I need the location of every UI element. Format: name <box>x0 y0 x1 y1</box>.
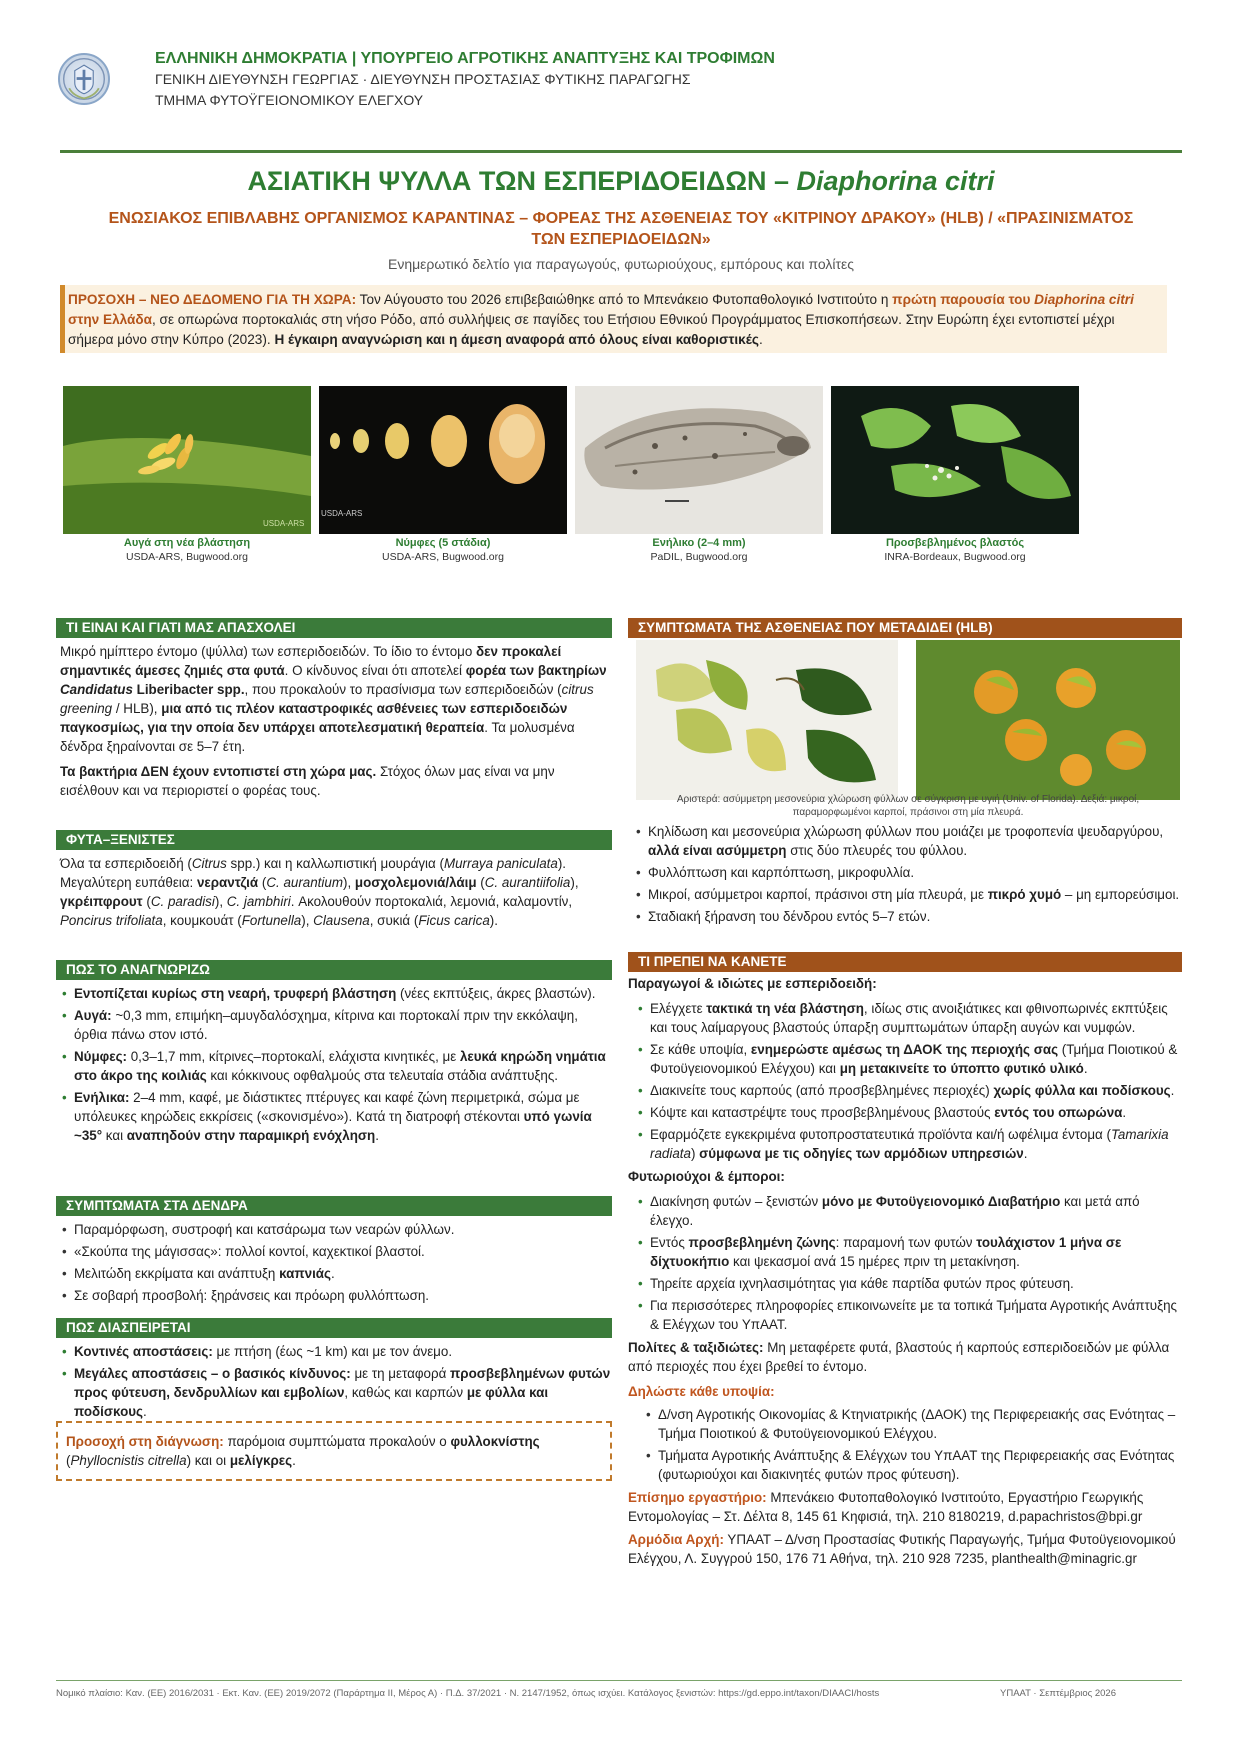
footer-divider <box>56 1680 1182 1681</box>
section-spread-body <box>60 1342 612 1424</box>
list-item: • Παραμόρφωση, συστροφή και κατσάρωμα των νεαρών φύλλων. <box>74 1220 612 1239</box>
header-divider <box>60 150 1182 153</box>
header-ministry: ΕΛΛΗΝΙΚΗ ΔΗΜΟΚΡΑΤΙΑ | ΥΠΟΥΡΓΕΙΟ ΑΓΡΟΤΙΚΗΣ ΑΝΑΠΤΥΞΗΣ ΚΑΙ ΤΡΟΦΙΜΩΝ <box>155 50 775 67</box>
list-item: • Μικροί, ασύμμετροι καρποί, πράσινοι στη μία πλευρά, με πικρό χυμό – μη εμπορεύσιμοι. <box>648 885 1182 904</box>
list-item: • Νύμφες: 0,3–1,7 mm, κίτρινες–πορτοκαλί, ελάχιστα κινητικές, με λευκά κηρώδη νημάτια στο άκρο της κοιλιάς και κόκκινους οφθαλμούς στα τελευταία στάδια ανάπτυξης. <box>74 1047 612 1085</box>
gallery-caption: Προσβεβλημένος βλαστός <box>885 537 1025 549</box>
alert-text: ΠΡΟΣΟΧΗ – ΝΕΟ ΔΕΔΟΜΕΝΟ ΓΙΑ ΤΗ ΧΩΡΑ: Τον Αύγουστο του 2026 επιβεβαιώθηκε από το Μπενάκειο Φυτοπαθολογικό Ινστιτούτο η πρώτη παρουσία του Diaphorina citri στην Ελλάδα, σε οπωρώνα πορτοκαλιάς στη νήσο Ρόδο, από συλλήψεις σε παγίδες του Ετήσιου Εθνικού Προγράμματος Επισκοπήσεων. Στην Ευρώπη έχει εντοπιστεί μέχρι σήμερα μόνο στην Κύπρο (2023). Η έγκαιρη αναγνώριση και η άμεση αναφορά από όλους είναι καθοριστικές. <box>68 292 1134 347</box>
list-item: • Εντός προσβεβλημένη ζώνης: παραμονή των φυτών τουλάχιστον 1 μήνα σε δίχτυοκήπιο και ψεκασμοί ανά 15 ημέρες πριν τη μετακίνηση. <box>650 1233 1184 1271</box>
list-item: • Σε κάθε υποψία, ενημερώστε αμέσως τη ΔΑΟΚ της περιοχής σας (Τμήμα Ποιοτικού & Φυτοϋγειονομικού Ελέγχου) και μη μετακινείτε το ύποπτο φυτικό υλικό. <box>650 1040 1184 1078</box>
photo-eggs <box>63 386 311 534</box>
list-item: • Φυλλόπτωση και καρπόπτωση, μικροφυλλία. <box>648 863 1182 882</box>
audience-byline: Ενημερωτικό δελτίο για παραγωγούς, φυτωριούχους, εμπόρους και πολίτες <box>387 256 854 272</box>
footer-legal: Νομικό πλαίσιο: Καν. (ΕΕ) 2016/2031 · Εκτ. Καν. (ΕΕ) 2019/2072 (Παράρτημα ΙΙ, Μέρος Α) · Π.Δ. 37/2021 · Ν. 2147/1952, όπως ισχύει. Κατάλογος ξενιστών: https://gd.eppo.int/taxon/DIAACI/hosts <box>56 1688 880 1699</box>
watermark-usda-2: USDA-ARS <box>321 509 363 518</box>
list-item: • Σε σοβαρή προσβολή: ξηράνσεις και πρόωρη φυλλόπτωση. <box>74 1286 612 1305</box>
list-item: • Ελέγχετε τακτικά τη νέα βλάστηση, ιδίως στις ανοιξιάτικες και φθινοπωρινές εκπτύξεις και τους λαίμαργους βλαστούς ύπαρξη συμπτωμάτων ύπαρξη αυγών και νυμφών. <box>650 999 1184 1037</box>
section-hosts-body: Όλα τα εσπεριδοειδή (Citrus spp.) και η καλλωπιστική μουράγια (Murraya paniculata). Μεγαλύτερη ευπάθεια: νεραντζιά (C. aurantium), μοσχολεμονιά/λάιμ (C. aurantiifolia), γκρέιπφρουτ (C. paradisi), C. jambhiri. Ακολουθούν πορτοκαλιά, λεμονιά, καλαμοντίν, Poncirus trifoliata, κουμκουάτ (Fortunella), Clausena, συκιά (Ficus carica). <box>60 856 579 928</box>
section-identify-body <box>60 984 612 1148</box>
gallery-credit: INRA-Bordeaux, Bugwood.org <box>884 551 1026 563</box>
gallery-credit: USDA-ARS, Bugwood.org <box>382 551 504 563</box>
hlb-photo-caption: Αριστερά: ασύμμετρη μεσονεύρια χλώρωση φύλλων σε σύγκριση με υγιή (Univ. of Florida). Δεξιά: μικροί, παραμορφωμένοι καρποί, πράσινοι στη μία πλευρά. <box>676 794 1140 818</box>
list-item: • Κηλίδωση και μεσονεύρια χλώρωση φύλλων που μοιάζει με τροφοπενία ψευδαργύρου, αλλά είναι ασύμμετρη στις δύο πλευρές του φύλλου. <box>648 822 1182 860</box>
list-item: • Διακινείτε τους καρπούς (από προσβεβλημένες περιοχές) χωρίς φύλλα και ποδίσκους. <box>650 1081 1184 1100</box>
section-head-todo: ΤΙ ΠΡΕΠΕΙ ΝΑ ΚΑΝΕΤΕ <box>628 952 1182 972</box>
list-item: • Εντοπίζεται κυρίως στη νεαρή, τρυφερή βλάστηση (νέες εκπτύξεις, άκρες βλαστών). <box>74 984 612 1003</box>
section-head-hosts: ΦΥΤΑ–ΞΕΝΙΣΤΕΣ <box>56 830 612 850</box>
photo-infested-shoot <box>831 386 1079 534</box>
watermark-usda-1: USDA-ARS <box>263 519 305 528</box>
list-item: • Ενήλικα: 2–4 mm, καφέ, με διάστικτες πτέρυγες και καφέ ζώνη περιμετρικά, σώμα με υπόλευκες κηρώδεις εκκρίσεις («σκονισμένο»). Κατά τη διατροφή στέκονται υπό γωνία ~35° και αναπηδούν στην παραμικρή ενόχληση. <box>74 1088 612 1145</box>
page-subtitle: ΕΝΩΣΙΑΚΟΣ ΕΠΙΒΛΑΒΗΣ ΟΡΓΑΝΙΣΜΟΣ ΚΑΡΑΝΤΙΝΑΣ – ΦΟΡΕΑΣ ΤΗΣ ΑΣΘΕΝΕΙΑΣ ΤΟΥ «ΚΙΤΡΙΝΟΥ ΔΡΑΚΟΥ» (HLB) / «ΠΡΑΣΙΝΙΣΜΑΤΟΣ ΤΩΝ ΕΣΠΕΡΙΔΟΕΙΔΩΝ» <box>108 210 1134 248</box>
photo-nymphs <box>319 386 567 534</box>
section-head-what: ΤΙ ΕΙΝΑΙ ΚΑΙ ΓΙΑΤΙ ΜΑΣ ΑΠΑΣΧΟΛΕΙ <box>56 618 612 638</box>
section-head-tree-symptoms: ΣΥΜΠΤΩΜΑΤΑ ΣΤΑ ΔΕΝΔΡΑ <box>56 1196 612 1216</box>
section-head-identify: ΠΩΣ ΤΟ ΑΝΑΓΝΩΡΙΖΩ <box>56 960 612 980</box>
diagnosis-note-text: Προσοχή στη διάγνωση: παρόμοια συμπτώματα προκαλούν ο φυλλοκνίστης (Phyllocnistis citrella) και οι μελίγκρες. <box>66 1434 540 1468</box>
section-what-body: Μικρό ημίπτερο έντομο (ψύλλα) των εσπεριδοειδών. Το ίδιο το έντομο δεν προκαλεί σημαντικές άμεσες ζημιές στα φυτά. Ο κίνδυνος είναι ότι αποτελεί φορέα των βακτηρίων Candidatus Liberibacter spp., που προκαλούν το πρασίνισμα των εσπεριδοειδών (citrus greening / HLB), μια από τις πλέον καταστροφικές ασθένειες των εσπεριδοειδών παγκοσμίως, για την οποία δεν υπάρχει αποτελεσματική θεραπεία. Τα μολυσμένα δένδρα ξηραίνονται σε 5–7 έτη. Τα βακτήρια ΔΕΝ έχουν εντοπιστεί στη χώρα μας. Στόχος όλων μας είναι να μην εισέλθουν και να περιοριστεί ο φορέας τους. <box>60 644 607 798</box>
gallery-caption: Νύμφες (5 στάδια) <box>395 537 491 549</box>
section-tree-symptoms-body <box>60 1220 612 1308</box>
list-item: • Μεγάλες αποστάσεις – ο βασικός κίνδυνος: με τη μεταφορά προσβεβλημένων φυτών προς φύτευση, δενδρυλλίων και εμβολίων, καθώς και καρπών με φύλλα και ποδίσκους. <box>74 1364 612 1421</box>
gallery-caption: Αυγά στη νέα βλάστηση <box>123 537 251 549</box>
list-item: • Τηρείτε αρχεία ιχνηλασιμότητας για κάθε παρτίδα φυτών προς φύτευση. <box>650 1274 1184 1293</box>
list-item: • Τμήματα Αγροτικής Ανάπτυξης & Ελέγχων του ΥπΑΑΤ της Περιφερειακής σας Ενότητας (φυτωριούχοι και διακινητές φυτών προς φύτευση). <box>658 1446 1184 1484</box>
section-todo-body: Παραγωγοί & ιδιώτες με εσπεριδοειδή: • Ελέγχετε τακτικά τη νέα βλάστηση, ιδίως στις ανοιξιάτικες και φθινοπωρινές εκπτύξεις και τους λαίμαργους βλαστούς ύπαρξη συμπτωμάτων ύπαρξη αυγών και νυμφών. • Σε κάθε υποψία, ενημερώστε αμέσως τη ΔΑΟΚ της περιοχής σας (Τμήμα Ποιοτικού & Φυτοϋγειονομικού Ελέγχου) και μη μετακινείτε το ύποπτο φυτικό υλικό. • Διακινείτε τους καρπούς (από προσβεβλημένες περιοχές) χωρίς φύλλα και ποδίσκους. • Κόψτε και καταστρέψτε τους προσβεβλημένους βλαστούς εντός του οπωρώνα. • Εφαρμόζετε εγκεκριμένα φυτοπροστατευτικά προϊόντα και/ή ωφέλιμα έντομα (Tamarixia radiata) σύμφωνα με τις οδηγίες των αρμόδιων υπηρεσιών. Φυτωριούχοι & έμποροι: • Διακίνηση φυτών – ξενιστών μόνο με Φυτοϋγειονομικό Διαβατήριο και μετά από έλεγχο. • Εντός προσβεβλημένη ζώνης: παραμονή των φυτών τουλάχιστον 1 μήνα σε δίχτυοκήπιο και ψεκασμοί ανά 15 ημέρες πριν τη μετακίνηση. • Τηρείτε αρχεία ιχνηλασιμότητας για κάθε παρτίδα φυτών προς φύτευση. • Για περισσότερες πληροφορίες επικοινωνείτε με τα τοπικά Τμήματα Αγροτικής Ανάπτυξης & Ελέγχων του ΥπΑΑΤ. Πολίτες & ταξιδιώτες: Μη μεταφέρετε φυτά, βλαστούς ή καρπούς εσπεριδοειδών με φύλλα από περιοχές που έχει βρεθεί το έντομο. Δηλώστε κάθε υποψία: • Δ/νση Αγροτικής Οικονομίας & Κτηνιατρικής (ΔΑΟΚ) της Περιφερειακής σας Ενότητας – Τμήμα Ποιοτικού & Φυτοϋγειονομικού Ελέγχου. • Τμήματα Αγροτικής Ανάπτυξης & Ελέγχων του ΥπΑΑΤ της Περιφερειακής σας Ενότητας (φυτωριούχοι και διακινητές φυτών προς φύτευση). Επίσημο εργαστήριο: Μπενάκειο Φυτοπαθολογικό Ινστιτούτο, Εργαστήριο Γεωργικής Εντομολογίας – Στ. Δέλτα 8, 145 61 Κηφισιά, τηλ. 210 8180219, d.papachristos@bpi.gr Αρμόδια Αρχή: ΥΠΑΑΤ – Δ/νση Προστασίας Φυτικής Παραγωγής, Τμήμα Φυτοϋγειονομικού Ελέγχου, Λ. Συγγρού 150, 176 71 Αθήνα, τηλ. 210 928 7235, planthealth@minagric.gr <box>628 974 1184 1574</box>
photo-hlb-leaves <box>636 640 898 800</box>
section-head-hlb: ΣΥΜΠΤΩΜΑΤΑ ΤΗΣ ΑΣΘΕΝΕΙΑΣ ΠΟΥ ΜΕΤΑΔΙΔΕΙ (HLB) <box>628 618 1182 638</box>
photo-adult <box>575 386 823 534</box>
list-item: • Εφαρμόζετε εγκεκριμένα φυτοπροστατευτικά προϊόντα και/ή ωφέλιμα έντομα (Tamarixia radiata) σύμφωνα με τις οδηγίες των αρμόδιων υπηρεσιών. <box>650 1125 1184 1163</box>
footer-date: ΥΠΑΑΤ · Σεπτέμβριος 2026 <box>1000 1688 1116 1699</box>
gallery-credit: PaDIL, Bugwood.org <box>650 551 748 563</box>
list-item: • Κόψτε και καταστρέψτε τους προσβεβλημένους βλαστούς εντός του οπωρώνα. <box>650 1103 1184 1122</box>
list-item: • Διακίνηση φυτών – ξενιστών μόνο με Φυτοϋγειονομικό Διαβατήριο και μετά από έλεγχο. <box>650 1192 1184 1230</box>
greek-state-emblem-logo <box>58 53 110 105</box>
gallery-credit: USDA-ARS, Bugwood.org <box>126 551 248 563</box>
header-directorate: ΓΕΝΙΚΗ ΔΙΕΥΘΥΝΣΗ ΓΕΩΡΓΙΑΣ · ΔΙΕΥΘΥΝΣΗ ΠΡΟΣΤΑΣΙΑΣ ΦΥΤΙΚΗΣ ΠΑΡΑΓΩΓΗΣ <box>155 71 691 87</box>
list-item: • «Σκούπα της μάγισσας»: πολλοί κοντοί, καχεκτικοί βλαστοί. <box>74 1242 612 1261</box>
list-item: • Αυγά: ~0,3 mm, επιμήκη–αμυγδαλόσχημα, κίτρινα και πορτοκαλί πριν την εκκόλαψη, όρθια πάνω στον ιστό. <box>74 1006 612 1044</box>
header-department: ΤΜΗΜΑ ΦΥΤΟΫΓΕΙΟΝΟΜΙΚΟΥ ΕΛΕΓΧΟΥ <box>155 92 424 108</box>
section-head-spread: ΠΩΣ ΔΙΑΣΠΕΙΡΕΤΑΙ <box>56 1318 612 1338</box>
gallery-caption: Ενήλικο (2–4 mm) <box>652 537 746 549</box>
photo-hlb-fruits <box>916 640 1180 800</box>
list-item: • Σταδιακή ξήρανση του δένδρου εντός 5–7 ετών. <box>648 907 1182 926</box>
page-title: ΑΣΙΑΤΙΚΗ ΨΥΛΛΑ ΤΩΝ ΕΣΠΕΡΙΔΟΕΙΔΩΝ – Diaphorina citri <box>247 166 995 196</box>
list-item: • Κοντινές αποστάσεις: με πτήση (έως ~1 km) και με τον άνεμο. <box>74 1342 612 1361</box>
list-item: • Για περισσότερες πληροφορίες επικοινωνείτε με τα τοπικά Τμήματα Αγροτικής Ανάπτυξης & Ελέγχων του ΥπΑΑΤ. <box>650 1296 1184 1334</box>
section-hlb-body <box>634 822 1182 929</box>
list-item: • Μελιτώδη εκκρίματα και ανάπτυξη καπνιάς. <box>74 1264 612 1283</box>
list-item: • Δ/νση Αγροτικής Οικονομίας & Κτηνιατρικής (ΔΑΟΚ) της Περιφερειακής σας Ενότητας – Τμήμα Ποιοτικού & Φυτοϋγειονομικού Ελέγχου. <box>658 1405 1184 1443</box>
